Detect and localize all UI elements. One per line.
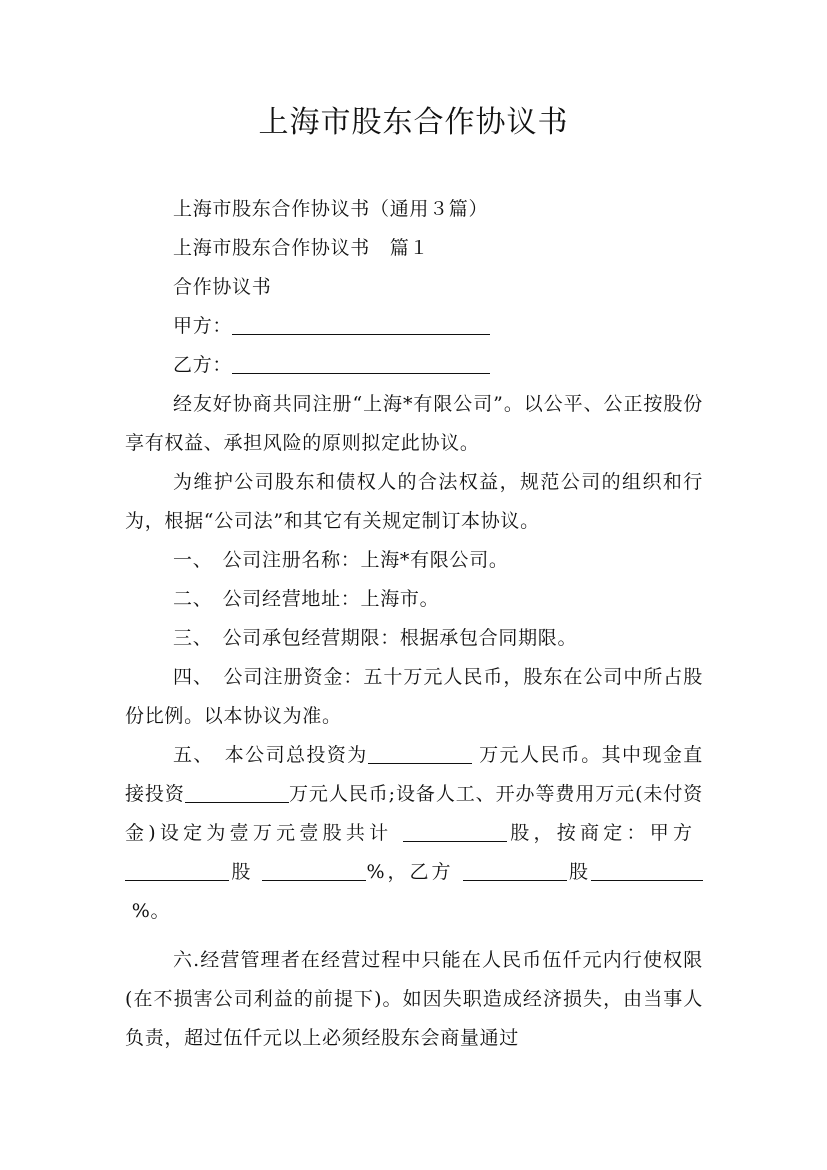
clause-5-text-c: 万元人民币;设备人工、开办等费用万元(未付资金)设定为壹万元壹股共计 xyxy=(125,783,703,844)
clause-5-text-b: 万元人民币。其中现金直接投资 xyxy=(125,744,703,805)
doc-name-line: 合作协议书 xyxy=(173,276,272,298)
party-b-blank xyxy=(232,351,490,374)
party-b-label: 乙方： xyxy=(173,354,233,376)
document-body xyxy=(125,190,703,1058)
clause-5-text-d: 股，按商定：甲方 xyxy=(506,822,697,844)
clause-4: 四、 公司注册资金：五十万元人民币，股东在公司中所占股份比例。以本协议为准。 xyxy=(125,666,703,727)
clause-2: 二、 公司经营地址：上海市。 xyxy=(173,588,440,610)
clause-3: 三、 公司承包经营期限：根据承包合同期限。 xyxy=(173,627,578,649)
clause-5-text-e: 股 xyxy=(229,861,254,883)
clause-5 xyxy=(125,736,703,931)
heading-line: 上海市股东合作协议书（通用３篇） xyxy=(173,198,489,220)
clause-5-text-h: %。 xyxy=(131,900,171,922)
intro-paragraph: 经友好协商共同注册“上海*有限公司”。以公平、公正按股份享有权益、承担风险的原则拟定此协议。 xyxy=(125,393,703,454)
total-shares-blank xyxy=(403,819,507,842)
purpose-paragraph: 为维护公司股东和债权人的合法权益，规范公司的组织和行为，根据“公司法”和其它有关规定制订本协议。 xyxy=(125,471,703,532)
clause-1: 一、 公司注册名称：上海*有限公司。 xyxy=(173,549,509,571)
clause-5-text-g: 股 xyxy=(566,861,592,883)
cash-investment-blank xyxy=(185,780,289,803)
party-b-shares-blank xyxy=(463,858,567,881)
clause-6: 六.经营管理者在经营过程中只能在人民币伍仟元内行使权限(在不损害公司利益的前提下)。如因失职造成经济损失，由当事人负责，超过伍仟元以上必须经股东会商量通过 xyxy=(125,949,703,1049)
party-a-percent-blank xyxy=(262,858,366,881)
document-title: 上海市股东合作协议书 xyxy=(258,105,569,140)
party-a-blank xyxy=(232,312,490,335)
clause-5-text-a: 五、 本公司总投资为 xyxy=(173,744,368,766)
total-investment-blank xyxy=(368,741,472,764)
party-a-label: 甲方： xyxy=(173,315,233,337)
party-b-line xyxy=(125,346,703,385)
party-b-percent-blank xyxy=(591,858,703,881)
clause-5-text-f: %，乙方 xyxy=(366,861,454,883)
party-a-shares-blank xyxy=(125,858,229,881)
party-a-line xyxy=(125,307,703,346)
subheading-line: 上海市股东合作协议书 篇１ xyxy=(173,237,430,259)
